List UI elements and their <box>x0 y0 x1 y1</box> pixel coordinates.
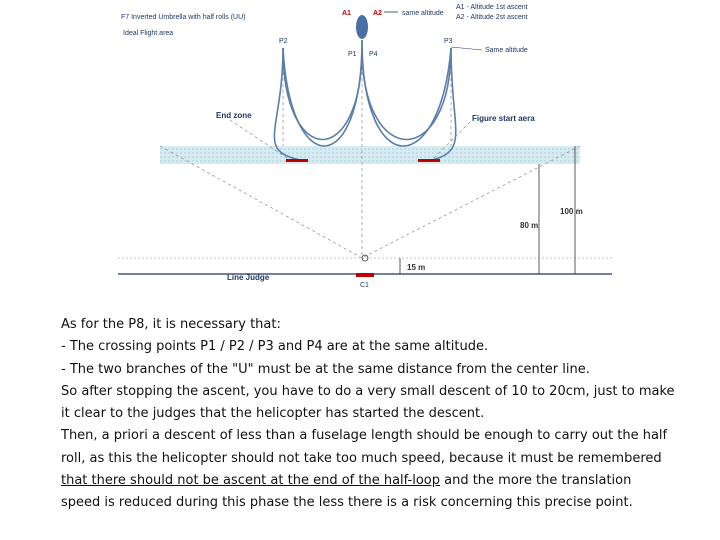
legend-a1: A1 - Altitude 1st ascent <box>456 4 528 11</box>
flight-band <box>160 146 580 164</box>
c1-marker <box>356 273 374 277</box>
label-end-zone: End zone <box>216 111 252 120</box>
label-p1: P1 <box>348 51 357 58</box>
text-line: As for the P8, it is necessary that: <box>61 317 281 332</box>
label-c1: C1 <box>360 282 369 289</box>
umbrella-curves <box>274 40 455 160</box>
label-15m: 15 m <box>407 263 426 272</box>
text-line: Then, a priori a descent of less than a fuselage length should be enough to carry out the half <box>61 428 668 444</box>
label-80m: 80 m <box>520 221 539 230</box>
label-figure-start: Figure start aera <box>472 114 535 123</box>
text-line: - The crossing points P1 / P2 / P3 and P4 are at the same altitude. <box>61 339 489 355</box>
helicopter-icon <box>356 15 368 39</box>
label-p4: P4 <box>369 51 378 58</box>
text-line <box>61 470 681 492</box>
same-altitude-pointer <box>451 47 482 50</box>
end-zone-marker-left <box>286 159 308 162</box>
label-a1: A1 <box>342 10 351 17</box>
text-line: speed is reduced during this phase the less there is a risk concerning this precise point. <box>61 495 633 511</box>
label-same-altitude-top: same altitude <box>402 10 444 17</box>
explanation-text <box>61 314 681 515</box>
diagram-subtitle: Ideal Flight area <box>123 30 174 37</box>
label-100m: 100 m <box>560 207 583 216</box>
text-line: So after stopping the ascent, you have to do a very small descent of 10 to 20cm, just to make <box>61 383 675 399</box>
text-line: it clear to the judges that the helicopter has started the descent. <box>61 406 485 422</box>
label-p3: P3 <box>444 38 453 45</box>
label-a2: A2 <box>373 10 382 17</box>
underlined-text: that there should not be ascent at the end of the half-loop <box>61 473 440 489</box>
text-span: and the more the translation <box>439 473 632 489</box>
text-line: - The two branches of the "U" must be at the same distance from the center line. <box>61 361 590 377</box>
label-same-altitude-right: Same altitude <box>485 47 528 54</box>
diagram-title: F7 Inverted Umbrella with half rolls (UU) <box>121 14 246 21</box>
legend-a2: A2 - Altitude 2st ascent <box>456 14 528 21</box>
end-zone-marker-right <box>418 159 440 162</box>
text-line: roll, as this the helicopter should not take too much speed, because it must be remembered <box>61 450 662 466</box>
label-p2: P2 <box>279 38 288 45</box>
label-line-judge: Line Judge <box>227 273 270 282</box>
